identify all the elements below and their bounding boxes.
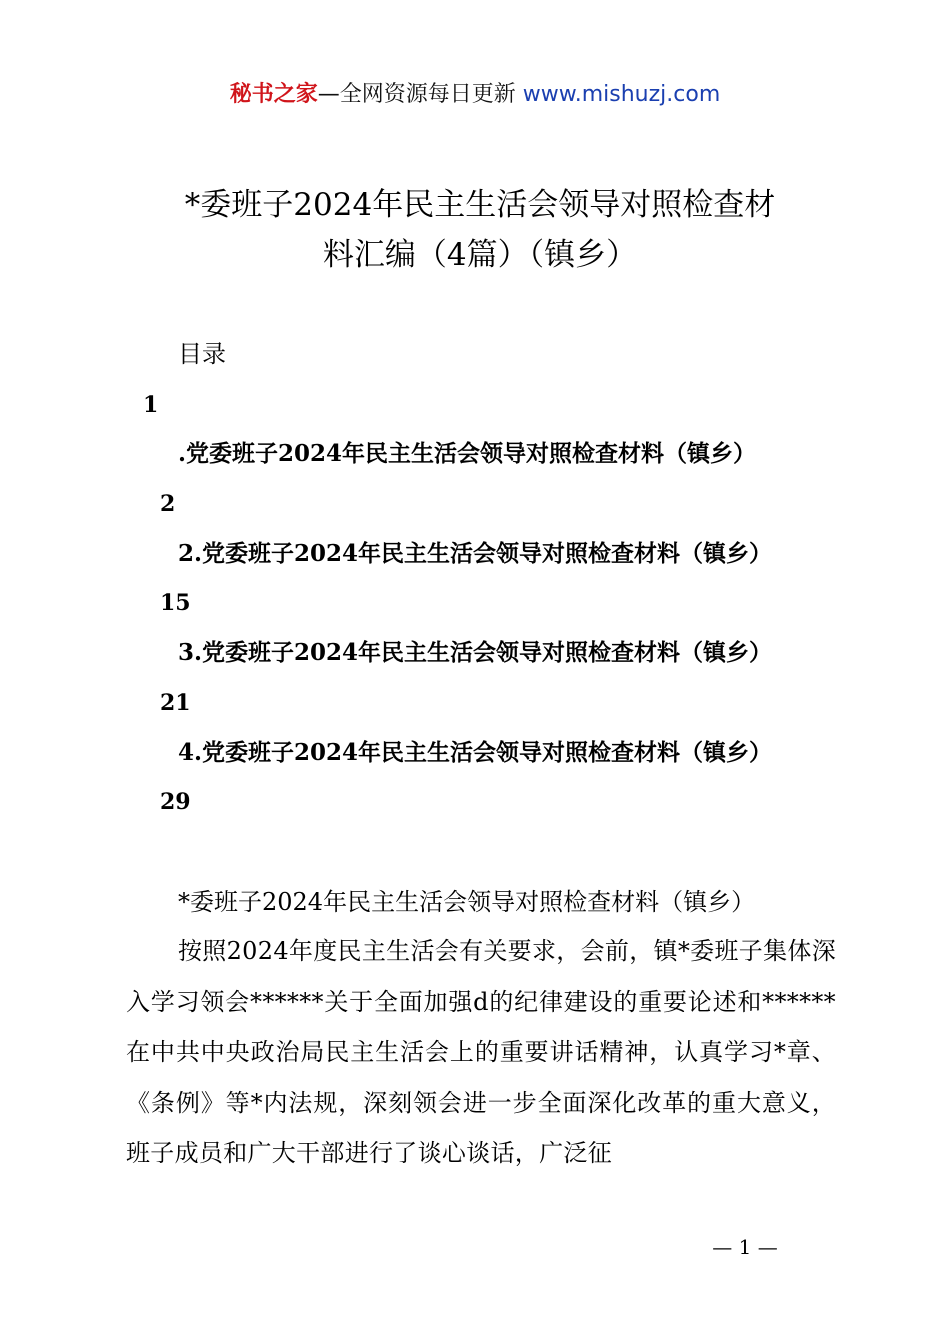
toc-page-number: 21 xyxy=(160,690,191,716)
toc-entry-1[interactable]: .党委班子2024年民主生活会领导对照检查材料（镇乡） xyxy=(178,440,757,467)
site-url-link[interactable]: www.mishuzj.com xyxy=(522,82,721,107)
brand-name: 秘书之家 xyxy=(229,82,318,107)
section-subtitle: *委班子2024年民主生活会领导对照检查材料（镇乡） xyxy=(178,888,756,916)
toc-page-number: 2 xyxy=(160,491,176,517)
body-paragraph: 按照2024年度民主生活会有关要求，会前，镇*委班子集体深入学习领会******关于全面加强d的纪律建设的重要论述和******在中共中央政治局民主生活会上的重要讲话精神，认真学习*章、《条例》等*内法规，深刻领会进一步全面深化改革的重大意义，班子成员和广大干部进行了谈心谈话，广泛征 xyxy=(126,937,836,1167)
header-tagline: —全网资源每日更新 xyxy=(317,82,516,107)
toc-entry-3[interactable]: 3.党委班子2024年民主生活会领导对照检查材料（镇乡） xyxy=(178,639,773,666)
document-title xyxy=(130,180,830,280)
page-number: — 1 — xyxy=(712,1235,778,1259)
site-header xyxy=(0,78,950,112)
toc-entry-4[interactable]: 4.党委班子2024年民主生活会领导对照检查材料（镇乡） xyxy=(178,739,773,766)
title-line-2: 料汇编（4篇）（镇乡） xyxy=(322,237,638,273)
toc-entry-2[interactable]: 2.党委班子2024年民主生活会领导对照检查材料（镇乡） xyxy=(178,540,773,567)
toc-page-number: 1 xyxy=(143,392,159,418)
toc-page-number: 15 xyxy=(160,590,191,616)
toc-heading: 目录 xyxy=(178,340,226,368)
title-line-1: *委班子2024年民主生活会领导对照检查材 xyxy=(184,187,776,223)
toc-page-number: 29 xyxy=(160,789,191,815)
